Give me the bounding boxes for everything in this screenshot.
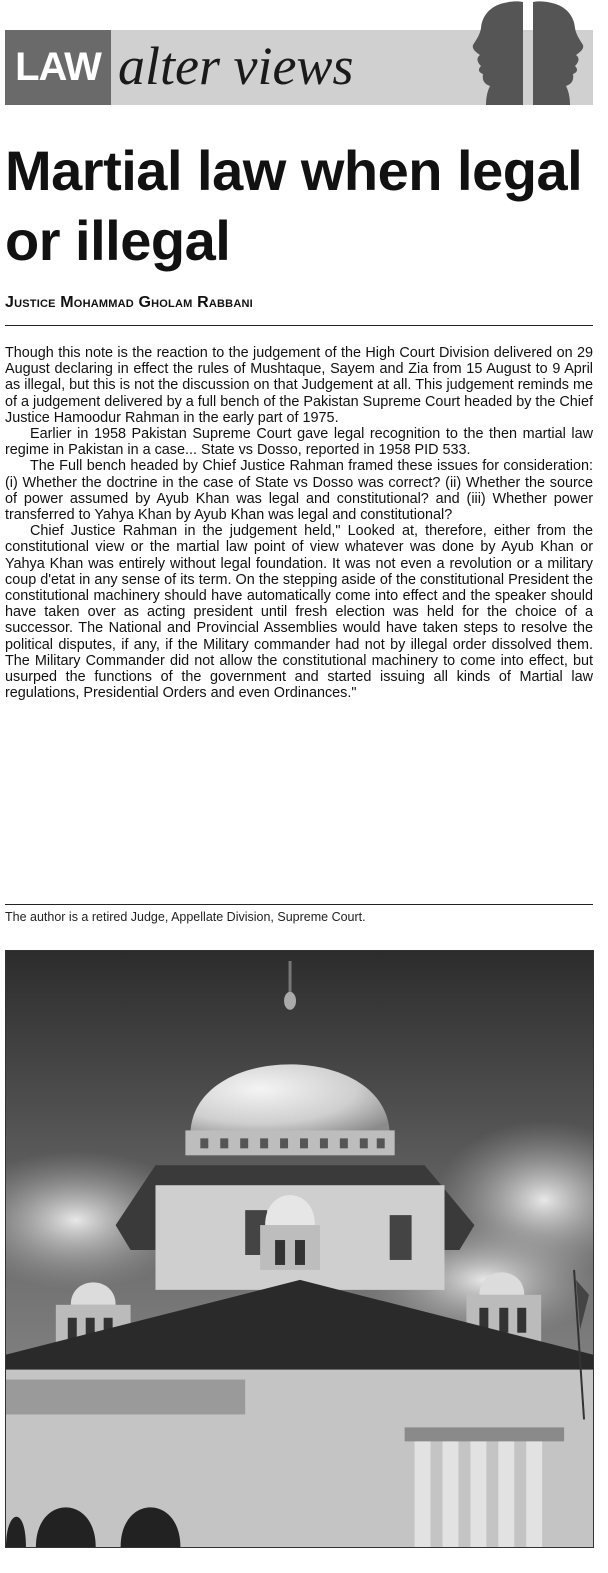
column-subtitle: alter views [118,36,354,96]
author-note: The author is a retired Judge, Appellate Division, Supreme Court. [5,910,366,924]
article-body [5,345,593,701]
supreme-court-building-photo [5,950,594,1548]
paragraph: Though this note is the reaction to the judgement of the High Court Division delivered on 29 August declaring in effect the rules of Mushtaque, Sayem and Zia from 15 August to 9 April as illegal, but this is not the discussion on that Judgement at all. This judgement reminds me of a judgement delivered by a full bench of the Pakistan Supreme Court headed by the Chief Justice Hamoodur Rahman in the early part of 1975. [5,345,593,426]
author-byline: Justice Mohammad Gholam Rabbani [5,294,253,311]
paragraph: The Full bench headed by Chief Justice Rahman framed these issues for consideration: (i) Whether the doctrine in the case of State vs Dosso was correct? (ii) Whether the source of power assumed by Ayub Khan was legal and constitutional? and (iii) Whether power transferred to Yahya Khan by Ayub Khan was legal and constitutional? [5,458,593,524]
byline-divider [5,325,593,326]
paragraph: Earlier in 1958 Pakistan Supreme Court gave legal recognition to the then martial law regime in Pakistan in a case... State vs Dosso, reported in 1958 PID 533. [5,426,593,459]
two-faces-icon [470,0,590,108]
column-label: LAW [5,30,111,105]
footnote-divider [5,904,593,905]
article-headline: Martial law when legal or illegal [5,139,583,272]
paragraph: Chief Justice Rahman in the judgement held," Looked at, therefore, either from the constitutional view or the martial law point of view whatever was done by Ayub Khan or Yahya Khan was entirely without legal foundation. It was not even a revolution or a military coup d'etat in any sense of its term. On the stepping aside of the constitutional President the constitutional machinery should have automatically come into effect and the speaker should have taken over as acting president until fresh election was held for the choice of a successor. The National and Provincial Assemblies would have taken steps to resolve the political disputes, if any, if the Military commander had not by illegal order dissolved them. The Military Commander did not allow the constitutional machinery to come into effect, but usurped the functions of the government and started issuing all kinds of Martial law regulations, Presidential Orders and even Ordinances." [5,523,593,702]
